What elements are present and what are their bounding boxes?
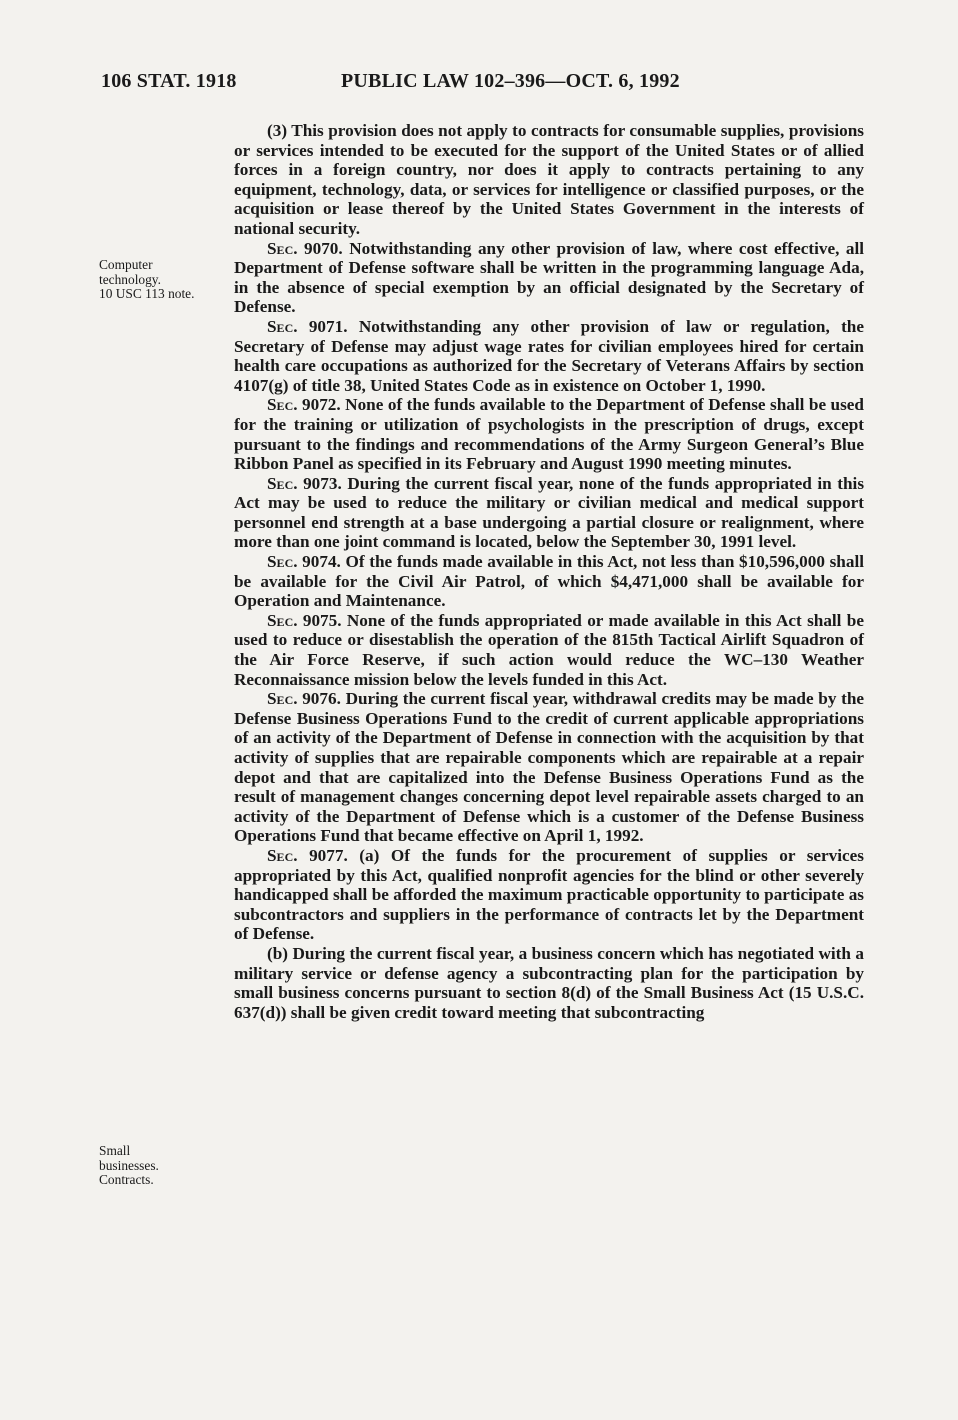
margin-note-line: 10 USC 113 note.	[99, 286, 195, 301]
margin-note-computer-technology	[99, 258, 234, 302]
section-label: Sec. 9074.	[267, 552, 341, 572]
paragraph-sec-9074: Sec. 9074. Of the funds made available in this Act, not less than $10,596,000 shall be available for the Civil Air Patrol, of which $4,471,000 shall be available for Operation and Maintenance.	[234, 552, 865, 611]
margin-note-line: businesses.	[99, 1157, 159, 1173]
paragraph-sec-9075: Sec. 9075. None of the funds appropriated or made available in this Act shall be used to reduce or disestablish the operation of the 815th Tactical Airlift Squadron of the Air Force Reserve, if such action would reduce the WC–130 Weather Reconnaissance mission below the levels funded in this Act.	[234, 610, 864, 689]
paragraph-sec-9077-b: (b) During the current fiscal year, a business concern which has negotiated with a military service or defense agency a subcontracting plan for the participation by small business concerns pursuant to section 8(d) of the Small Business Act (15 U.S.C. 637(d)) shall be given credit toward meeting that subcontracting	[234, 943, 864, 1022]
body-text	[234, 121, 864, 1022]
margin-note-line: Contracts.	[99, 1172, 154, 1187]
paragraph-sec-9073: Sec. 9073. During the current fiscal year, none of the funds appropriated in this Act may be used to reduce the military or civilian medical and medical support personnel end strength at a base undergoing a partial closure or realignment, where more than one joint command is located, below the September 30, 1991 level.	[234, 473, 865, 552]
margin-note-line: Small	[99, 1143, 131, 1158]
section-label: Sec. 9073.	[267, 473, 342, 493]
law-title: PUBLIC LAW 102–396—OCT. 6, 1992	[341, 70, 680, 92]
paragraph-provision-3: (3) This provision does not apply to contracts for consumable supplies, provisions or services intended to be executed for the support of the United States or of allied forces in a foreign country, nor does it apply to contracts pertaining to any equipment, technology, data, or services for intelligence or classified purposes, or the acquisition or lease thereof by the United States Government in the interests of national security.	[234, 121, 864, 238]
section-label: Sec. 9071.	[267, 316, 348, 336]
section-label: Sec. 9075.	[267, 610, 342, 630]
paragraph-sec-9071: Sec. 9071. Notwithstanding any other provision of law or regulation, the Secretary of Defense may adjust wage rates for civilian employees hired for certain health care occupations as authorized for the Secretary of Veterans Affairs by section 4107(g) of title 38, United States Code as in existence on October 1, 1990.	[234, 316, 864, 395]
paragraph-sec-9072: Sec. 9072. None of the funds available to the Department of Defense shall be used for the training or utilization of psychologists in the prescription of drugs, except pursuant to the findings and recommendations of the Army Surgeon General’s Blue Ribbon Panel as specified in its February and August 1990 meeting minutes.	[234, 395, 864, 474]
paragraph-sec-9076: Sec. 9076. During the current fiscal year, withdrawal credits may be made by the Defense Business Operations Fund to the credit of current applicable appropriations of an activity of the Department of Defense in connection with the acquisition by that activity of supplies that are repairable components which are repairable at a repair depot and that are capitalized into the Defense Business Operations Fund as the result of management changes concerning depot level repairable assets charged to an activity of the Department of Defense which is a customer of the Defense Business Operations Fund that became effective on April 1, 1992.	[234, 689, 865, 846]
paragraph-sec-9070: Sec. 9070. Notwithstanding any other provision of law, where cost effective, all Department of Defense software shall be written in the programming language Ada, in the absence of special exemption by an official designated by the Secretary of Defense.	[234, 238, 865, 317]
margin-note-line: technology.	[99, 271, 161, 287]
section-label: Sec. 9077.	[267, 845, 348, 865]
paragraph-sec-9077-a: Sec. 9077. (a) Of the funds for the procurement of supplies or services appropriated by this Act, qualified nonprofit agencies for the blind or other severely handicapped shall be afforded the maximum practicable opportunity to participate as subcontractors and suppliers in the performance of contracts let by the Department of Defense.	[234, 845, 864, 944]
margin-note-small-businesses	[99, 1144, 234, 1188]
page-header	[101, 70, 861, 100]
section-label: Sec. 9070.	[267, 238, 343, 258]
section-label: Sec. 9076.	[267, 689, 341, 709]
section-label: Sec. 9072.	[267, 395, 341, 415]
stat-reference: 106 STAT. 1918	[101, 70, 237, 92]
margin-note-line: Computer	[99, 257, 153, 272]
